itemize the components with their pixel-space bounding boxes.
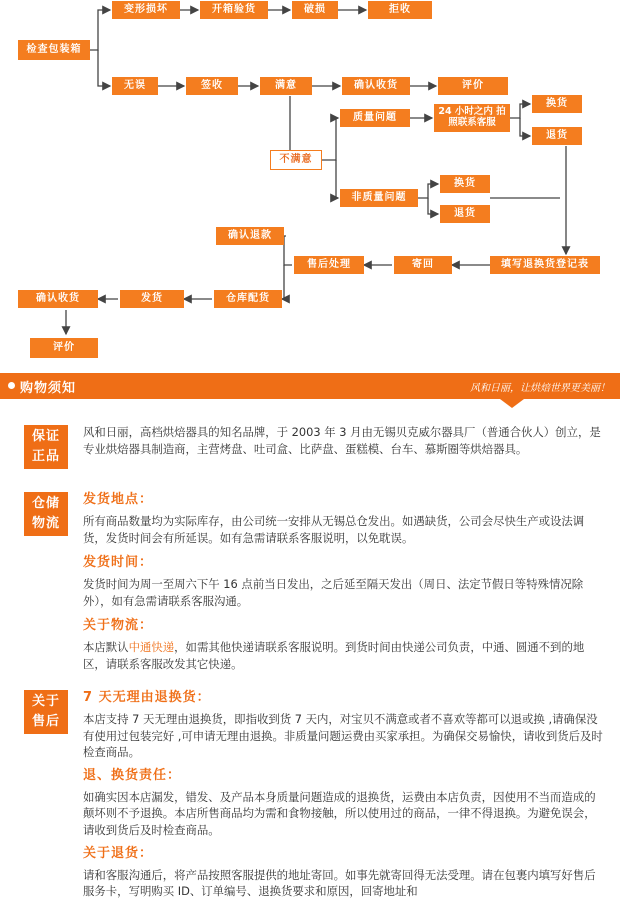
seven-day-text: 本店支持 7 天无理由退换货，即指收到货 7 天内，对宝贝不满意或者不喜欢等都可以退或换 ,请确保没有使用过包装完好 ,可申请无理由退换。非质量问题运费由买家承担。为确保交易愉快，请收到货后及时检查商品。	[83, 712, 603, 760]
bullet-icon	[8, 382, 15, 389]
returns-text: 请和客服沟通后，将产品按照客服提供的地址寄回。如事先就寄回得无法受理。请在包裹内填写好售后服务卡，写明购买 ID、订单编号、退换货要求和原因，回寄地址和	[83, 867, 596, 899]
logistics-text-1: 本店默认	[83, 640, 129, 655]
ship-place-text: 所有商品数量均为实际库存，由公司统一安排从无锡总仓发出。如遇缺货，公司会尽快生产或设法调货，发货时间会有所延误。如有急需请联系客服说明，以免耽误。	[83, 514, 585, 545]
node-non-quality: 非质量问题	[340, 189, 418, 207]
logistics-text-2: ，如需其他快递请联系客服说明。到货时间由快递公司负责，中通、圆通不到的地区，请联系客服改发其它快递。	[83, 640, 585, 671]
notice-title: 购物须知	[20, 381, 77, 396]
responsibility-text: 如确实因本店漏发，错发、及产品本身质量问题造成的退换货，运费由本店负责，因使用不当而造成的颠坏则不予退换。本店所售商品均为需和食物接触，所以使用过的商品，一律不得退换。为避免误会，请收到货后及时检查商品。	[83, 789, 596, 837]
genuine-text: 风和日丽，高档烘焙器具的知名品牌，于 2003 年 3 月由无锡贝克威尔器具厂（普通合伙人）创立，是专业烘焙器具制造商，主营烤盘、吐司盒、比萨盘、蛋糕模、台车、慕斯圈等烘焙器具。	[83, 425, 601, 456]
notice-slogan: 风和日丽，让烘焙世界更美丽！	[470, 383, 610, 394]
badge-genuine-line2: 正品	[31, 449, 60, 464]
logistics-text	[83, 639, 603, 672]
ship-time-heading: 发货时间：	[83, 555, 154, 571]
node-exchange-1: 换货	[532, 95, 582, 113]
node-confirm-refund: 确认退款	[216, 227, 284, 245]
node-unsatisfied: 不满意	[270, 150, 322, 170]
badge-aftersale-line2: 售后	[31, 714, 60, 729]
node-review-top: 评价	[438, 77, 508, 95]
node-send-back: 寄回	[394, 256, 452, 274]
logistics-heading: 关于物流：	[83, 618, 154, 634]
node-after-sales: 售后处理	[294, 256, 364, 274]
badge-storage	[24, 492, 68, 536]
node-sign: 签收	[186, 77, 238, 95]
shopping-notice-bar	[0, 373, 620, 399]
section-aftersale	[83, 689, 603, 900]
flowchart-connectors	[0, 0, 620, 372]
ship-time-text: 发货时间为周一至周六下午 16 点前当日发出，之后延至隔天发出（周日、法定节假日等特殊情况除外），如有急需请联系客服沟通。	[83, 577, 584, 608]
order-flowchart	[0, 0, 620, 372]
ship-place-heading: 发货地点：	[83, 492, 154, 507]
node-confirm-receipt-2: 确认收货	[18, 290, 98, 308]
express-link[interactable]: 中通快递	[128, 640, 175, 655]
badge-genuine-line1: 保证	[31, 429, 60, 444]
node-quality-issue: 质量问题	[340, 109, 410, 127]
node-fill-form: 填写退换货登记表	[490, 256, 600, 274]
node-open-check: 开箱验货	[200, 1, 268, 19]
node-inspect: 检查包装箱	[18, 40, 90, 60]
node-report: 破损	[292, 1, 338, 19]
node-ship: 发货	[120, 290, 184, 308]
node-reject: 拒收	[368, 1, 432, 19]
returns-heading: 关于退货：	[83, 845, 154, 861]
node-return-2: 退货	[440, 205, 490, 223]
badge-storage-line1: 仓储	[31, 496, 60, 511]
responsibility-heading: 退、换货责任：	[83, 767, 182, 783]
bar-notch	[500, 399, 524, 408]
node-exchange-2: 换货	[440, 175, 490, 193]
node-warehouse: 仓库配货	[214, 290, 282, 308]
node-photo-contact: 24 小时之内 拍照联系客服	[434, 104, 510, 132]
node-review-bottom: 评价	[30, 338, 98, 358]
node-confirm-receipt: 确认收货	[342, 77, 410, 95]
section-storage	[83, 491, 603, 673]
badge-storage-line2: 物流	[31, 516, 60, 531]
node-return-1: 退货	[532, 127, 582, 145]
section-genuine	[83, 424, 603, 457]
badge-aftersale-line1: 关于	[31, 694, 60, 709]
node-deformed: 变形损坏	[112, 1, 180, 19]
badge-genuine	[24, 425, 68, 469]
seven-day-heading: 7 天无理由退换货：	[83, 690, 211, 705]
node-satisfied: 满意	[260, 77, 312, 95]
node-no-error: 无误	[112, 77, 158, 95]
badge-aftersale	[24, 690, 68, 734]
